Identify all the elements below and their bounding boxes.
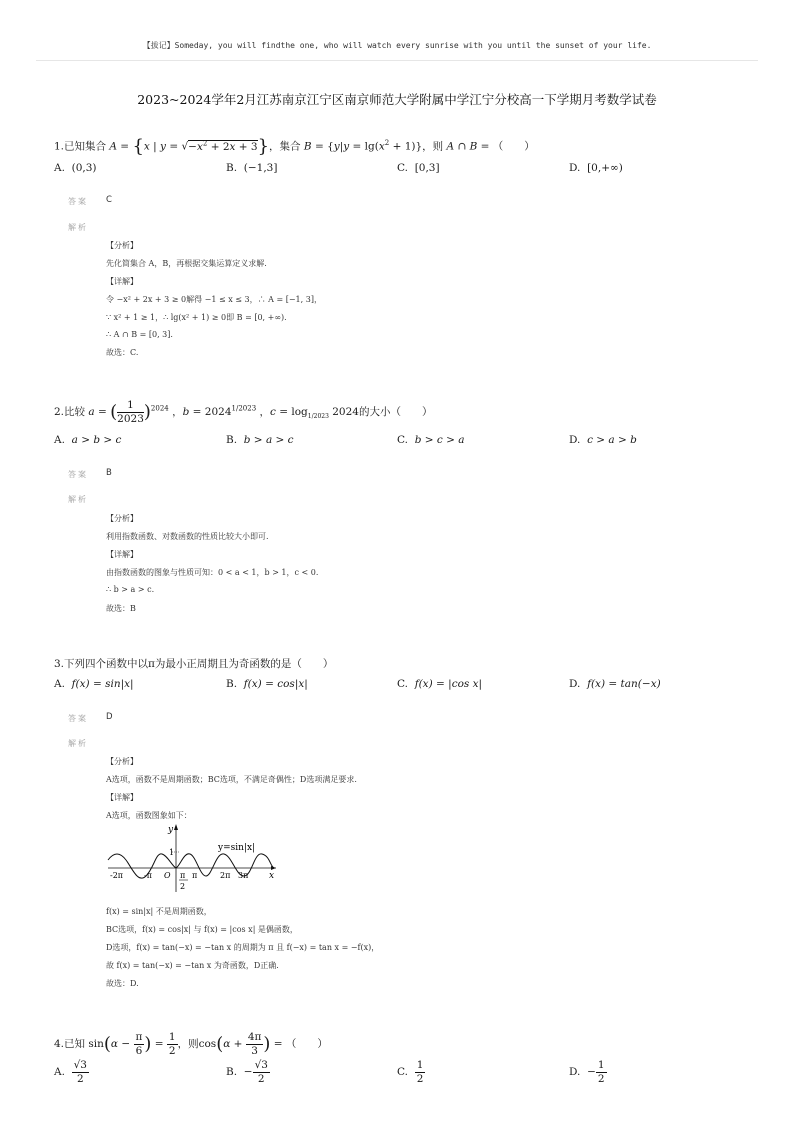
question-number: 4.: [54, 1038, 65, 1050]
tick-label-pi-over-2-bottom: 2: [180, 882, 186, 891]
option-d[interactable]: D. [0,+∞): [569, 162, 623, 174]
tick-label-pi: π: [192, 871, 198, 880]
question-1-stem: 1.已知集合 A = {x | $y = √-x^2 + 2x + 3$}，集合 $B = \{y|y = \lg(x^2 + 1)\}$，则 A ∩ B = （ ）: [54, 136, 535, 157]
answer-label: 答案: [68, 714, 88, 723]
solution-line: 故选：D.: [106, 979, 139, 988]
option-a[interactable]: A. $\frac{√3}{2}$: [54, 1059, 87, 1085]
solution-line: 先化简集合 A，B，再根据交集运算定义求解.: [106, 259, 267, 268]
solution-line: 故选：C.: [106, 348, 139, 357]
option-c[interactable]: C. f(x) = |cos x|: [397, 678, 483, 690]
solution-line: 【分析】: [106, 757, 138, 766]
option-b[interactable]: B. b > a > c: [226, 434, 294, 446]
solution-line: 【详解】: [106, 277, 138, 286]
option-b[interactable]: B. − $\frac{√3}{2}$: [226, 1059, 268, 1085]
option-d[interactable]: D. f(x) = tan(−x): [569, 678, 661, 690]
solution-line: 【详解】: [106, 793, 138, 802]
tick-label-one: 1: [169, 848, 175, 857]
y-axis-label: y: [168, 825, 174, 835]
option-d[interactable]: D. c > a > b: [569, 434, 637, 446]
option-d[interactable]: D. − $\frac{1}{2}$: [569, 1059, 605, 1085]
solution-line: ∴ A ∩ B = [0, 3].: [106, 330, 173, 339]
analysis-label: 解析: [68, 739, 88, 748]
page-title: 2023~2024学年2月江苏南京江宁区南京师范大学附属中学江宁分校高一下学期月考数学试卷: [137, 92, 657, 107]
solution-line: 故选：B: [106, 604, 136, 613]
sine-abs-graph: [106, 822, 286, 894]
option-b[interactable]: B. f(x) = cos|x|: [226, 678, 308, 690]
tick-label-3pi: 3π: [238, 871, 249, 880]
solution-line: ∵ x² + 1 ≥ 1，∴ lg(x² + 1) ≥ 0即 B = [0, +∞).: [106, 313, 287, 322]
header-banner: 【拔记】Someday, you will findthe one, who will watch every sunrise with you until the sunset of your life.: [142, 41, 652, 50]
option-c[interactable]: C. b > c > a: [397, 434, 465, 446]
question-number: 3.: [54, 658, 65, 670]
analysis-label: 解析: [68, 223, 88, 232]
curve-label: y=sin|x|: [218, 843, 256, 853]
solution-line: f(x) = sin|x| 不是周期函数，: [106, 907, 212, 916]
solution-line: 【分析】: [106, 241, 138, 250]
solution-line: 令 −x² + 2x + 3 ≥ 0解得 −1 ≤ x ≤ 3，∴ A = [−1, 3]，: [106, 295, 322, 304]
tick-label-neg-2pi: -2π: [110, 871, 124, 880]
solution-line: BC选项，f(x) = cos|x| 与 f(x) = |cos x| 是偶函数，: [106, 925, 298, 934]
question-4-stem: 4.已知 sin(α − $\frac{\pi}{6}$ ) = $\frac{1}{2}$ ，则cos(α + $\frac{4\pi}{3}$ ) = （ ）: [54, 1031, 328, 1057]
tick-label-neg-pi: -π: [144, 871, 152, 880]
sine-curve: [108, 854, 274, 878]
answer-value: B: [106, 468, 112, 478]
tick-label-2pi: 2π: [220, 871, 231, 880]
x-axis-label: x: [269, 871, 275, 881]
question-number: 1.: [54, 140, 65, 153]
y-axis-arrow: [174, 824, 178, 830]
solution-line: A选项，函数不是周期函数；BC选项，不满足奇偶性；D选项满足要求.: [106, 775, 357, 784]
solution-line: 故 f(x) = tan(−x) = −tan x 为奇函数，D正确.: [106, 961, 279, 970]
question-number: 2.: [54, 406, 65, 418]
solution-line: 利用指数函数、对数函数的性质比较大小即可.: [106, 532, 269, 541]
solution-line: 【分析】: [106, 514, 138, 523]
question-3-stem: 3.下列四个函数中以π为最小正周期且为奇函数的是（ ）: [54, 658, 334, 670]
option-b[interactable]: B. (−1,3]: [226, 162, 278, 174]
option-c[interactable]: C. [0,3]: [397, 162, 440, 174]
solution-line: D选项，f(x) = tan(−x) = −tan x 的周期为 π 且 f(−x) = tan x = −f(x)，: [106, 943, 380, 952]
option-a[interactable]: A. a > b > c: [54, 434, 122, 446]
solution-line: 由指数函数的图象与性质可知：0 < a < 1，b > 1，c < 0.: [106, 568, 319, 577]
answer-label: 答案: [68, 470, 88, 479]
solution-line: ∴ b > a > c.: [106, 585, 155, 594]
answer-value: D: [106, 712, 113, 722]
option-c[interactable]: C. $\frac{1}{2}$: [397, 1059, 424, 1085]
solution-line: 【详解】: [106, 550, 138, 559]
question-2-stem: 2.比较 a = ( $\frac{1}{2023}$ )$^{2024}$ ，$b = 2024^{1/2023}$ ，$c = \log_{1/2023} 2024$的大小（ ）: [54, 399, 433, 425]
answer-label: 答案: [68, 197, 88, 206]
analysis-label: 解析: [68, 495, 88, 504]
option-a[interactable]: A. f(x) = sin|x|: [54, 678, 134, 690]
tick-label-pi-over-2-top: π: [180, 871, 186, 880]
tick-label-origin: O: [164, 871, 171, 880]
answer-value: C: [106, 195, 112, 205]
header-divider: [36, 60, 758, 61]
solution-line: A选项，函数图象如下：: [106, 811, 192, 820]
option-a[interactable]: A. (0,3): [54, 162, 97, 174]
